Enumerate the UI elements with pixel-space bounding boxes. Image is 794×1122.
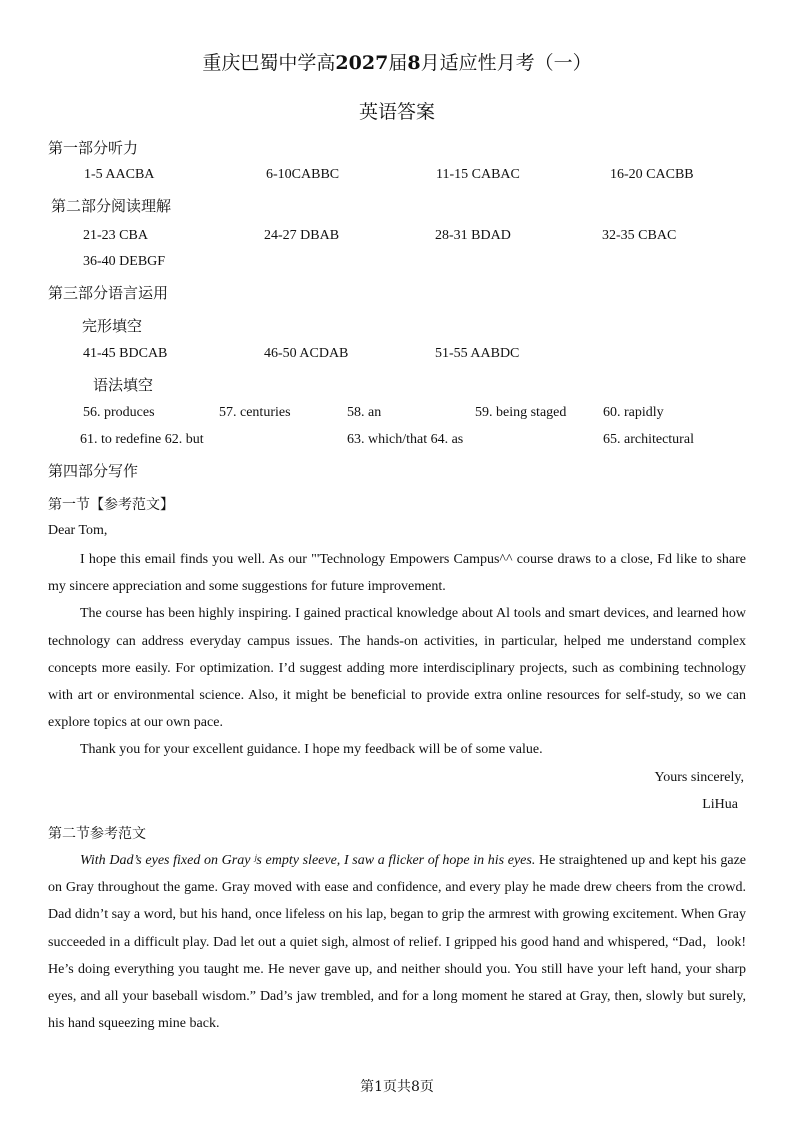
title-month: 8	[407, 52, 421, 74]
part2-heading: 第二部分阅读理解	[51, 197, 172, 215]
grammar-heading: 语法填空	[93, 376, 154, 394]
grammar-answer: 61. to redefine 62. but	[80, 432, 204, 447]
page-title	[0, 48, 794, 75]
letter-paragraph: I hope this email finds you well. As our "'Technology Empowers Campus^^ course draws to a close, Fd like to share my sincere appreciation and some suggestions for future improvement.	[48, 552, 746, 595]
part1-heading: 第一部分听力	[48, 139, 139, 157]
title-text-2: 届	[388, 52, 408, 74]
title-text-3: 月适应性月考（一）	[420, 52, 592, 74]
letter-paragraph: Thank you for your excellent guidance. I hope my feedback will be of some value.	[80, 742, 543, 758]
grammar-answer: 65. architectural	[603, 432, 694, 447]
part4-heading: 第四部分写作	[48, 462, 139, 480]
grammar-answer: 60. rapidly	[603, 405, 664, 420]
letter-salutation: Dear Tom,	[48, 523, 108, 538]
answer-group: 1-5 AACBA	[84, 167, 155, 182]
section1-heading: 第一节【参考范文】	[48, 497, 174, 513]
page-number: 第1页共8页	[360, 1079, 434, 1095]
answer-group: 24-27 DBAB	[264, 228, 340, 243]
essay-opening-sentence: With Dad’s eyes fixed on Gray ʲs empty sleeve, I saw a flicker of hope in his eyes.	[80, 853, 536, 868]
answer-group: 6-10CABBC	[266, 167, 340, 182]
cloze-heading: 完形填空	[82, 317, 143, 335]
answer-group: 51-55 AABDC	[435, 346, 520, 361]
essay-body	[48, 847, 746, 1037]
answer-group: 32-35 CBAC	[602, 228, 677, 243]
answer-group: 36-40 DEBGF	[83, 254, 166, 269]
essay-paragraph	[48, 847, 746, 1037]
page-subtitle: 英语答案	[358, 101, 435, 123]
answer-group: 28-31 BDAD	[435, 228, 511, 243]
letter-signature: LiHua	[702, 797, 738, 812]
answer-group: 41-45 BDCAB	[83, 346, 168, 361]
letter-body	[48, 546, 746, 764]
grammar-answer: 56. produces	[83, 405, 155, 420]
section2-heading: 第二节参考范文	[48, 826, 146, 842]
part3-heading: 第三部分语言运用	[48, 284, 169, 302]
title-year: 2027	[335, 52, 389, 74]
answer-group: 21-23 CBA	[83, 228, 148, 243]
letter-paragraph: The course has been highly inspiring. I gained practical knowledge about Al tools and smart devices, and learned how technology can address everyday campus issues. The hands-on activities, in particular, helped me understand complex concepts more easily. For optimization. I’d suggest adding more interdisciplinary projects, such as combining technology with art or environmental science. Also, it might be beneficial to provide extra online resources for self-study, so we can explore topics at our own pace.	[48, 606, 746, 731]
grammar-answer: 63. which/that 64. as	[347, 432, 464, 447]
answer-group: 46-50 ACDAB	[264, 346, 349, 361]
answer-group: 16-20 CACBB	[610, 167, 694, 182]
essay-continuation: He straightened up and kept his gaze on Gray throughout the game. Gray moved with ease and confidence, and every play he made drew cheers from the crowd. Dad didn’t say a word, but his hand, once lifeless on his lap, began to grip the armrest with growing excitement. When Gray succeeded in a difficult play. Dad let out a quiet sigh, almost of relief. I gripped his good hand and whispered, “Dad，look! He’s doing everything you taught me. He never gave up, and neither should you. You still have your left hand, your sharp eyes, and all your baseball wisdom.” Dad’s jaw trembled, and for a long moment he stared at Gray, then, slowly but surely, his hand squeezing mine back.	[48, 853, 747, 1032]
grammar-answer: 58. an	[347, 405, 382, 420]
grammar-answer: 57. centuries	[219, 405, 291, 420]
letter-closing: Yours sincerely,	[654, 770, 744, 785]
title-text-1: 重庆巴蜀中学高	[202, 52, 336, 74]
answer-group: 11-15 CABAC	[436, 167, 520, 182]
grammar-answer: 59. being staged	[475, 405, 567, 420]
